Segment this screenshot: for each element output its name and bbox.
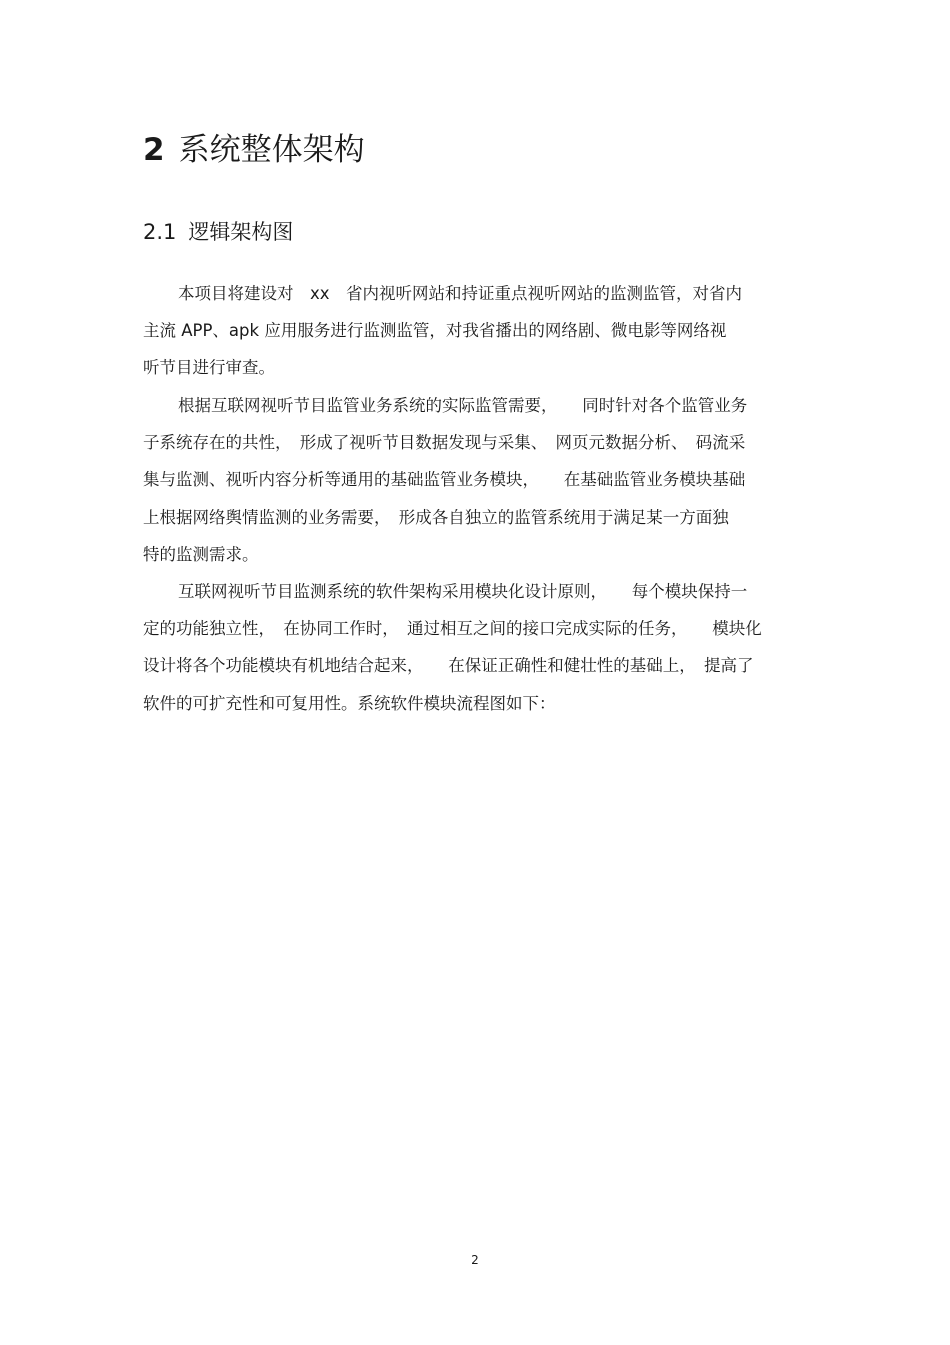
chapter-number: 2	[143, 132, 165, 168]
paragraph-line: 集与监测、视听内容分析等通用的基础监管业务模块， 在基础监管业务模块基础	[143, 470, 746, 490]
paragraph-line: 设计将各个功能模块有机地结合起来， 在保证正确性和健壮性的基础上， 提高了	[143, 656, 754, 676]
paragraph-1	[143, 275, 808, 387]
section-number: 2.1	[143, 220, 177, 244]
paragraph-line: 特的监测需求。	[143, 544, 259, 564]
paragraph-line: 主流 APP、apk 应用服务进行监测监管，对我省播出的网络剧、微电影等网络视	[143, 321, 727, 341]
paragraph-2	[143, 387, 808, 573]
section-title: 逻辑架构图	[188, 220, 294, 244]
section-heading	[143, 214, 293, 250]
paragraph-line: 互联网视听节目监测系统的软件架构采用模块化设计原则， 每个模块保持一	[178, 582, 748, 601]
paragraph-line: 上根据网络舆情监测的业务需要， 形成各自独立的监管系统用于满足某一方面独	[143, 507, 729, 527]
paragraph-line: 软件的可扩充性和可复用性。系统软件模块流程图如下：	[143, 693, 556, 713]
page-number: 2	[471, 1253, 479, 1267]
paragraph-line: 根据互联网视听节目监管业务系统的实际监管需要， 同时针对各个监管业务	[178, 396, 748, 415]
paragraph-line: 听节目进行审查。	[143, 358, 275, 378]
paragraph-line: 定的功能独立性， 在协同工作时， 通过相互之间的接口完成实际的任务， 模块化	[143, 619, 762, 639]
chapter-title: 系统整体架构	[178, 132, 365, 168]
paragraph-3	[143, 573, 808, 722]
paragraph-line: 本项目将建设对 xx 省内视听网站和持证重点视听网站的监测监管，对省内	[178, 284, 743, 303]
paragraph-line: 子系统存在的共性， 形成了视听节目数据发现与采集、 网页元数据分析、 码流采	[143, 433, 746, 453]
chapter-heading	[143, 128, 365, 172]
